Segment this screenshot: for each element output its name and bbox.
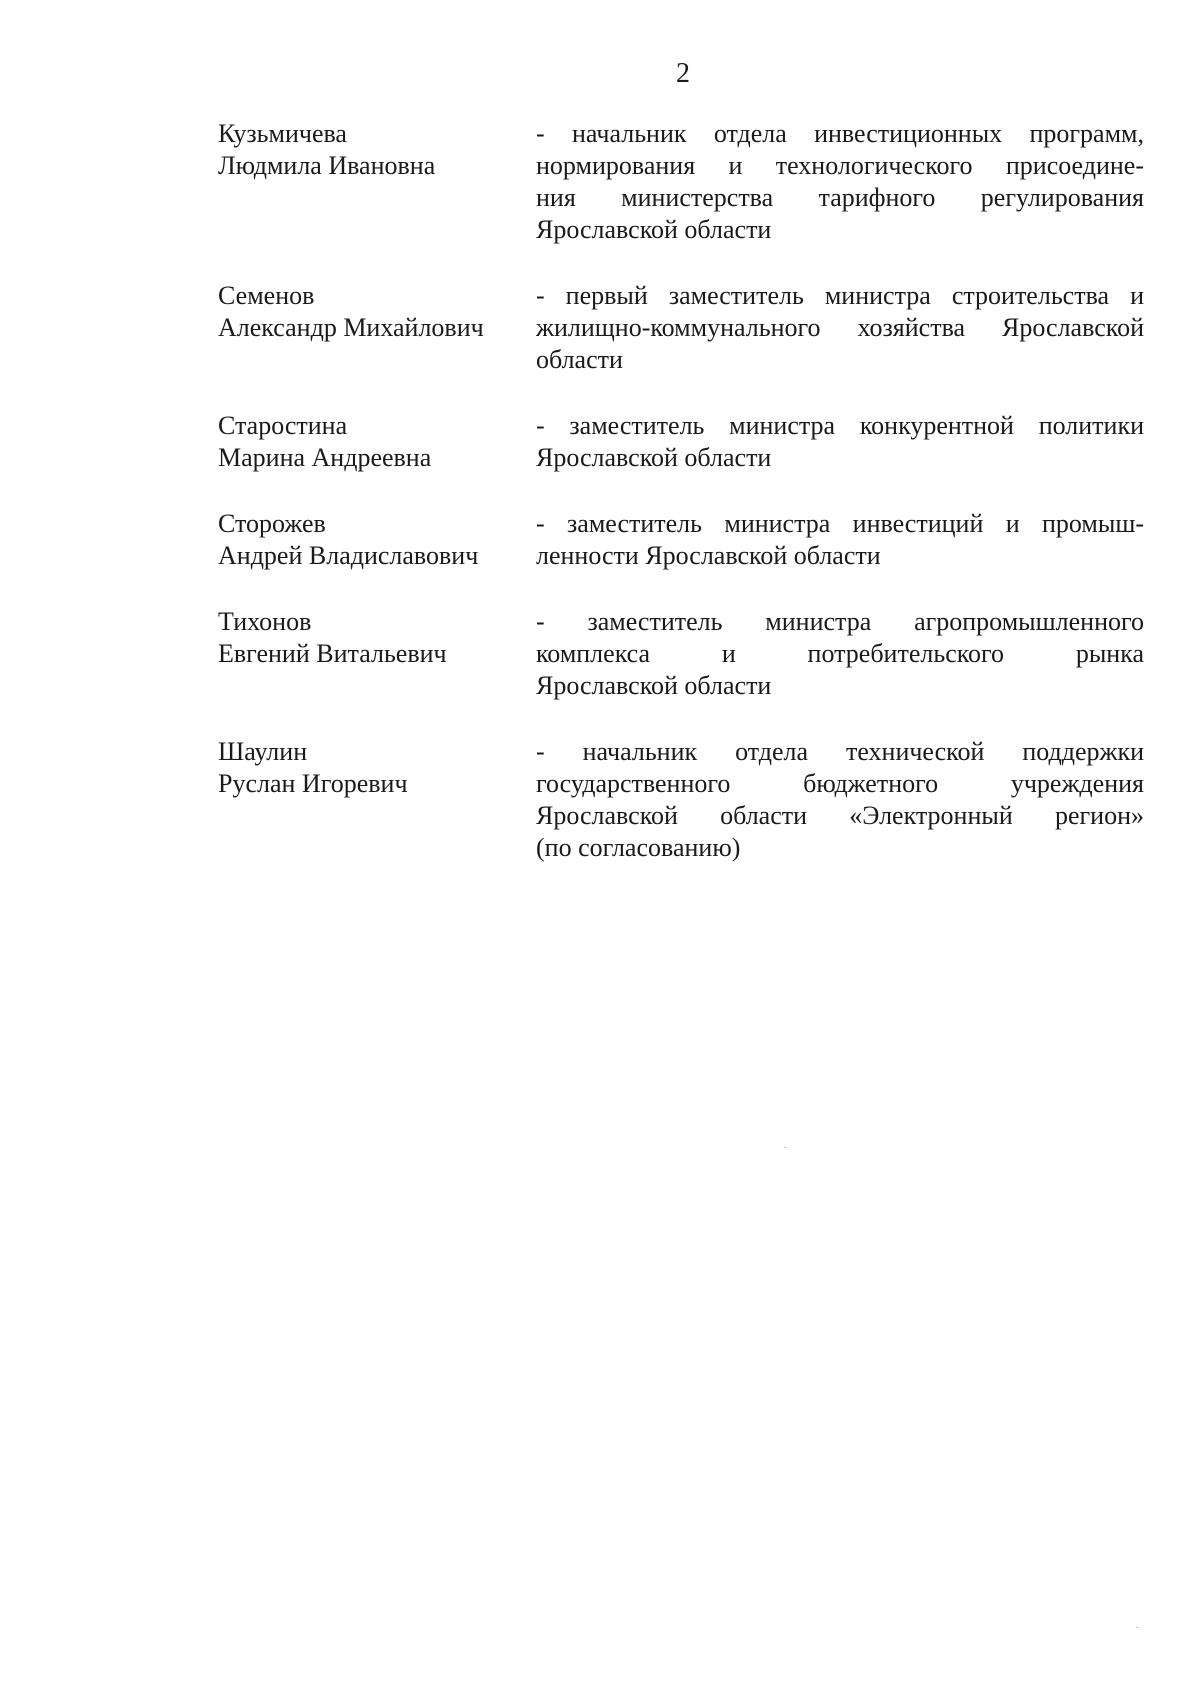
member-name [218,736,536,864]
position-line: Ярославской области «Электронный регион» [536,801,1144,830]
member-given-names: Евгений Витальевич [218,639,447,668]
scan-speck [784,1147,786,1148]
member-position [536,606,1144,702]
position-line: Ярославской области [536,215,772,244]
position-line: комплекса и потребительского рынка [536,639,1144,668]
member-name [218,410,536,474]
member-position [536,736,1144,864]
member-given-names: Руслан Игоревич [218,769,408,798]
member-entry [218,410,1144,474]
member-given-names: Марина Андреевна [218,443,432,472]
member-surname: Семенов [218,281,315,310]
member-name [218,280,536,376]
members-list [218,118,1144,864]
member-entry [218,118,1144,246]
member-position [536,280,1144,376]
position-line: - начальник отдела инвестиционных программ, [536,119,1144,148]
member-position [536,508,1144,572]
member-given-names: Андрей Владиславович [218,541,479,570]
member-surname: Кузьмичева [218,119,347,148]
position-line: нормирования и технологического присоедине- [536,151,1144,180]
position-line: - заместитель министра агропромышленного [536,607,1144,636]
position-line: - заместитель министра инвестиций и промыш- [536,509,1144,538]
member-entry [218,736,1144,864]
member-entry [218,280,1144,376]
member-position [536,118,1144,246]
member-surname: Сторожев [218,509,326,538]
position-line: жилищно-коммунального хозяйства Ярославской [536,313,1144,342]
member-entry [218,606,1144,702]
scan-speck [1136,1627,1138,1628]
position-line: (по согласованию) [536,833,741,862]
member-name [218,606,536,702]
member-name [218,508,536,572]
position-line: - начальник отдела технической поддержки [536,737,1144,766]
position-line: - первый заместитель министра строительства и [536,281,1144,310]
position-line: Ярославской области [536,671,772,700]
position-line: ленности Ярославской области [536,541,881,570]
position-line: области [536,345,623,374]
member-given-names: Александр Михайлович [218,313,484,342]
page-number: 2 [676,58,690,89]
member-surname: Старостина [218,411,348,440]
position-line: Ярославской области [536,443,772,472]
member-position [536,410,1144,474]
member-given-names: Людмила Ивановна [218,151,436,180]
member-entry [218,508,1144,572]
member-name [218,118,536,246]
member-surname: Тихонов [218,607,312,636]
position-line: ния министерства тарифного регулирования [536,183,1144,212]
member-surname: Шаулин [218,737,308,766]
position-line: - заместитель министра конкурентной политики [536,411,1144,440]
position-line: государственного бюджетного учреждения [536,769,1144,798]
